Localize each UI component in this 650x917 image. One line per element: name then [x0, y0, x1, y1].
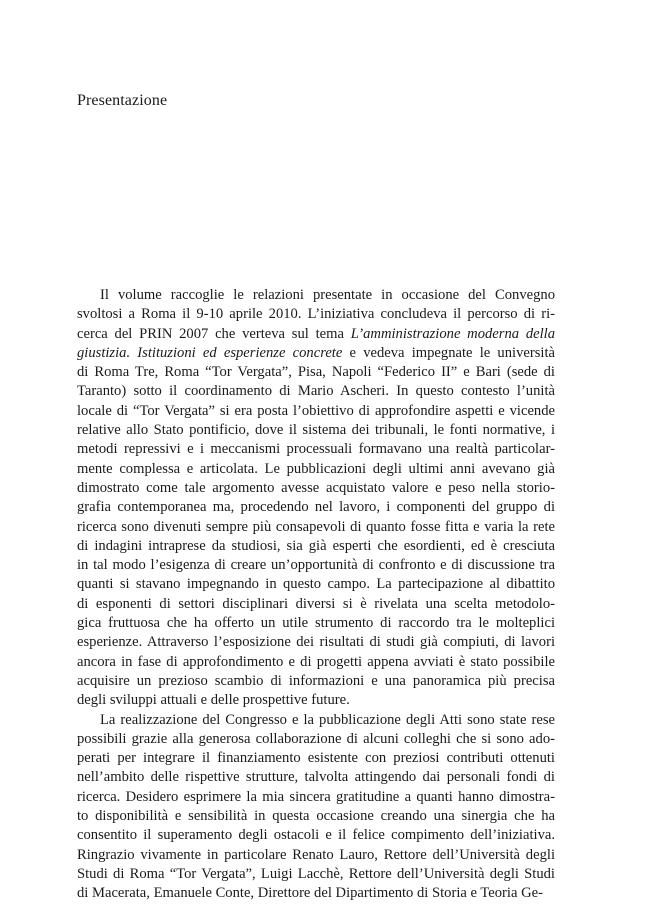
text-line	[77, 460, 555, 479]
text-line	[77, 730, 555, 749]
line-text: gica fruttuosa che ha offerto un utile strumento di raccordo tra le molteplici	[77, 615, 555, 632]
line-text: possibili grazie alla generosa collaborazione di alcuni colleghi che si sono ado-	[77, 730, 555, 747]
line-text: mente complessa e articolata. Le pubblicazioni degli ultimi anni avevano già	[77, 460, 555, 477]
line-text: di Macerata, Emanuele Conte, Direttore del Dipartimento di Storia e Teoria Ge-	[77, 885, 543, 902]
line-text: ancora in fase di approfondimento e di progetti appena avviati è stato possibile	[77, 653, 555, 670]
line-text: La realizzazione del Congresso e la pubblicazione degli Atti sono state rese	[100, 711, 555, 728]
line-text: perati per integrare il finanziamento esistente con preziosi contributi ottenuti	[77, 750, 555, 767]
line-text: cerca del PRIN 2007 che verteva sul tema	[77, 325, 351, 342]
text-line	[77, 691, 555, 710]
text-line	[77, 826, 555, 845]
text-line	[77, 807, 555, 826]
text-line	[77, 363, 555, 382]
line-text: grafia contemporanea ma, procedendo nel lavoro, i componenti del gruppo di	[77, 499, 555, 516]
line-text: degli sviluppi attuali e delle prospettive future.	[77, 692, 350, 709]
line-text: ricerca. Desidero esprimere la mia sincera gratitudine a quanti hanno dimostra-	[77, 788, 555, 805]
line-text: esperienze. Attraverso l’esposizione dei risultati di studi già compiuti, di lavori	[77, 634, 555, 651]
text-line	[77, 402, 555, 421]
line-text: di indagini intraprese da studiosi, sia già esperti che esordienti, ed è cresciuta	[77, 537, 555, 554]
text-line	[77, 633, 555, 652]
text-line	[77, 884, 555, 903]
text-line	[77, 537, 555, 556]
text-line	[77, 865, 555, 884]
text-line	[77, 518, 555, 537]
line-text: di esponenti di settori disciplinari diversi si è rivelata una scelta metodolo-	[77, 595, 555, 612]
body-text	[77, 286, 555, 904]
line-text: relative allo Stato pontificio, dove il sistema dei tribunali, le fonti normative, i	[77, 422, 555, 439]
text-line	[77, 440, 555, 459]
line-text: consentito il superamento degli ostacoli e il felice compimento dell’iniziativa.	[77, 827, 555, 844]
text-line	[77, 286, 555, 305]
line-text: locale di “Tor Vergata” si era posta l’obiettivo di approfondire aspetti e vicende	[77, 402, 555, 419]
text-line	[77, 595, 555, 614]
text-line	[77, 575, 555, 594]
text-line	[77, 614, 555, 633]
text-line	[77, 846, 555, 865]
paragraph	[77, 286, 555, 711]
paragraph	[77, 711, 555, 904]
page-title: Presentazione	[77, 92, 168, 109]
text-line	[77, 653, 555, 672]
line-text: di Roma Tre, Roma “Tor Vergata”, Pisa, Napoli “Federico II” e Bari (sede di	[77, 364, 555, 381]
line-text: metodi repressivi e i meccanismi processuali formavano una realtà particolar-	[77, 441, 555, 458]
italic-title-text: giustizia. Istituzioni ed esperienze concrete	[77, 344, 343, 361]
text-line	[77, 382, 555, 401]
line-text: Studi di Roma “Tor Vergata”, Luigi Lacchè, Rettore dell’Università degli Studi	[77, 865, 555, 882]
line-text: quanti si stavano impegnando in questo campo. La partecipazione al dibattito	[77, 576, 555, 593]
text-line	[77, 344, 555, 363]
line-text: Il volume raccoglie le relazioni presentate in occasione del Convegno	[100, 287, 555, 303]
text-line	[77, 711, 555, 730]
italic-title-text: L’amministrazione moderna della	[350, 325, 555, 342]
text-line	[77, 749, 555, 768]
text-line	[77, 672, 555, 691]
line-text: Taranto) sotto il coordinamento di Mario Ascheri. In questo contesto l’unità	[77, 383, 555, 400]
text-line	[77, 556, 555, 575]
text-line	[77, 498, 555, 517]
line-text: to disponibilità e sensibilità in questa occasione creando una sinergia che ha	[77, 808, 555, 825]
text-line	[77, 421, 555, 440]
line-text: ricerca sono divenuti sempre più consapevoli di quanto fosse fitta e varia la rete	[77, 518, 555, 535]
line-text: nell’ambito delle rispettive strutture, talvolta attingendo dai personali fondi di	[77, 769, 555, 786]
line-text: in tal modo l’esigenza di creare un’opportunità di confronto e di discussione tra	[77, 557, 555, 574]
text-line	[77, 479, 555, 498]
text-line	[77, 325, 555, 344]
line-text: Ringrazio vivamente in particolare Renato Lauro, Rettore dell’Università degli	[77, 846, 555, 863]
text-line	[77, 788, 555, 807]
line-text: acquisire un prezioso scambio di informazioni e una panoramica più precisa	[77, 672, 555, 689]
line-text: dimostrato come tale argomento avesse acquistato valore e peso nella storio-	[77, 479, 555, 496]
line-text: e vedeva impegnate le università	[342, 344, 555, 361]
text-line	[77, 305, 555, 324]
text-line	[77, 768, 555, 787]
line-text: svoltosi a Roma il 9-10 aprile 2010. L’iniziativa concludeva il percorso di ri-	[77, 306, 555, 323]
